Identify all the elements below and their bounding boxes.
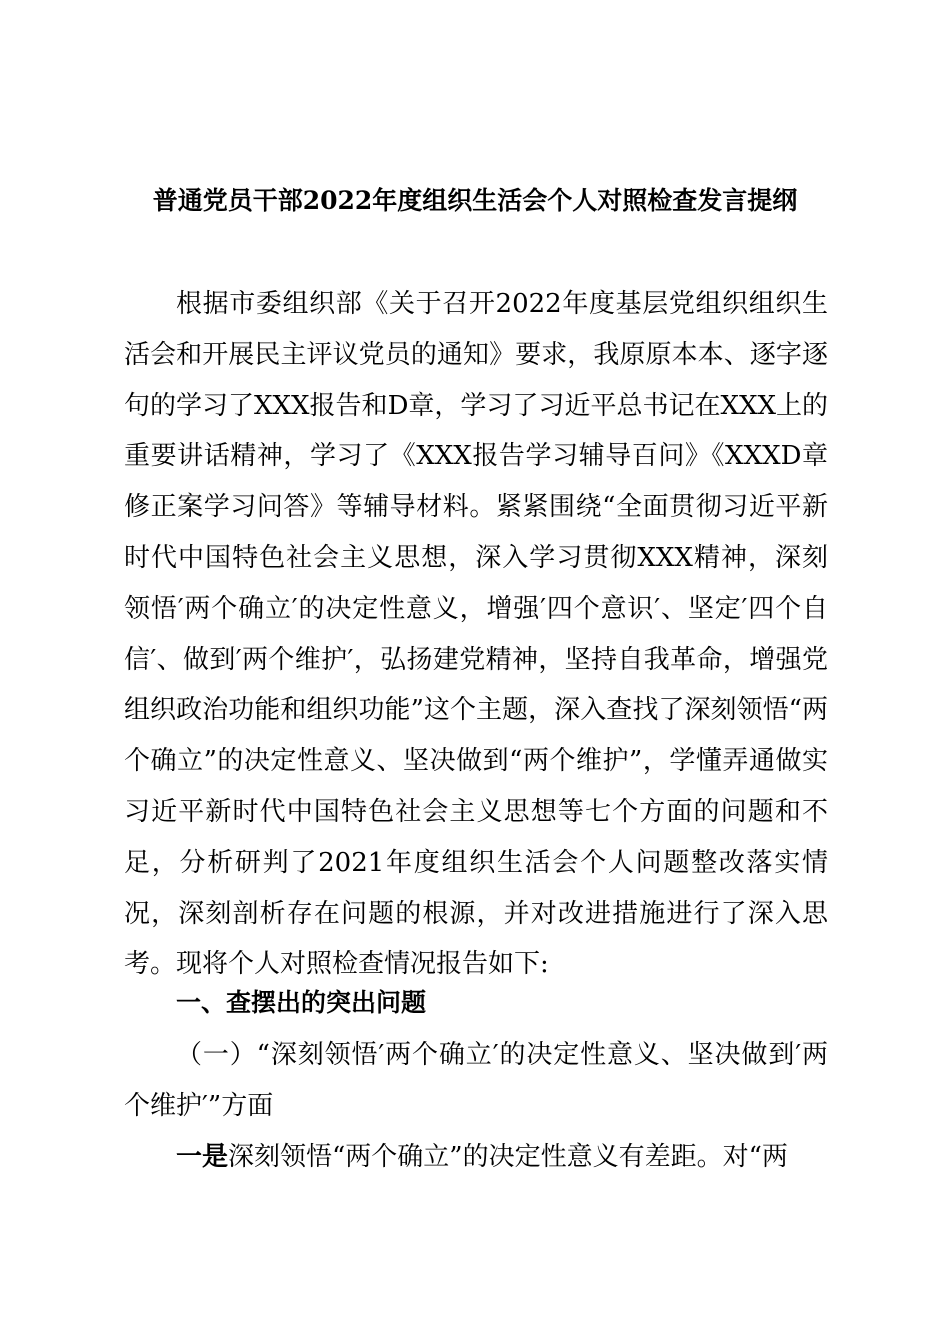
point-text: 深刻领悟“两个确立”的决定性意义有差距。对“两 [228,1142,788,1172]
point-paragraph [124,1132,828,1183]
point-lead: 一是 [176,1142,229,1172]
section-heading: 一、查摆出的突出问题 [176,988,427,1017]
subsection-heading: （一）“深刻领悟′两个确立′的决定性意义、坚决做到′两个维护′”方面 [124,1040,828,1121]
intro-paragraph: 根据市委组织部《关于召开2022年度基层党组织组织生活会和开展民主评议党员的通知》要求，我原原本本、逐字逐句的学习了XXX报告和D章，学习了习近平总书记在XXX上的重要讲话精神，学习了《XXX报告学习辅导百问》《XXXD章修正案学习问答》等辅导材料。紧紧围绕“全面贯彻习近平新时代中国特色社会主义思想，深入学习贯彻XXX精神，深刻领悟′两个确立′的决定性意义，增强′四个意识′、坚定′四个自信′、做到′两个维护′，弘扬建党精神，坚持自我革命，增强党组织政治功能和组织功能”这个主题，深入查找了深刻领悟“两个确立”的决定性意义、坚决做到“两个维护”，学懂弄通做实习近平新时代中国特色社会主义思想等七个方面的问题和不足，分析研判了2021年度组织生活会个人问题整改落实情况，深刻剖析存在问题的根源，并对改进措施进行了深入思考。现将个人对照检查情况报告如下: [124,289,828,980]
document-title: 普通党员干部2022年度组织生活会个人对照检查发言提纲 [152,186,798,215]
